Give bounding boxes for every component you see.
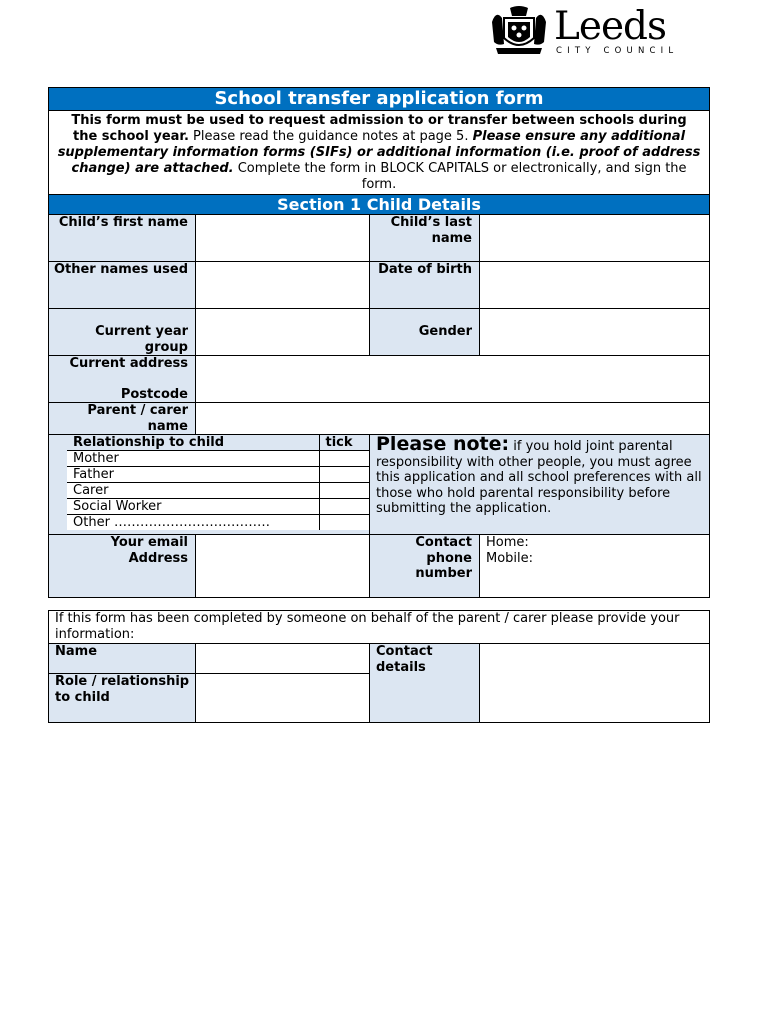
address-label-cell [49,356,196,403]
email-label: Your email Address [49,535,196,598]
first-name-label: Child’s first name [49,215,196,262]
tick-box-social-worker[interactable] [319,499,369,515]
tick-box-father[interactable] [319,467,369,483]
date-of-birth-label: Date of birth [370,262,480,309]
role-field[interactable] [196,674,370,723]
name-field[interactable] [196,644,370,674]
relationship-option: Social Worker [67,499,319,515]
completed-by-intro: If this form has been completed by someone on behalf of the parent / carer please provide your information: [49,611,710,644]
tick-box-carer[interactable] [319,483,369,499]
other-names-field[interactable] [196,262,370,309]
tick-box-mother[interactable] [319,451,369,467]
last-name-field[interactable] [480,215,710,262]
mobile-phone-label: Mobile: [486,550,534,566]
email-field[interactable] [196,535,370,598]
child-details-table [48,87,710,598]
gender-label: Gender [370,309,480,356]
intro-end: Complete the form in BLOCK CAPITALS or electronically, and sign the form. [233,161,687,192]
role-label: Role / relationship to child [49,674,196,723]
parent-carer-field[interactable] [196,403,710,435]
relationship-option: Father [67,467,319,483]
tick-box-other[interactable] [319,515,369,531]
current-address-label: Current address [69,356,188,371]
form-title: School transfer application form [49,88,710,111]
logo-wordmark: Leeds [554,4,667,49]
application-form [48,87,709,598]
please-note-text: if you hold joint parental responsibility with other people, you must agree this application and all school preferences with all those who hold parental responsibility before submitting the application. [376,439,702,516]
contact-phone-label: Contact phone number [370,535,480,598]
contact-details-label: Contact details [370,644,480,723]
postcode-label: Postcode [120,386,188,402]
contact-details-field[interactable] [480,644,710,723]
coat-of-arms-icon [490,4,548,58]
logo-subtitle: CITY COUNCIL [556,46,679,56]
completed-by-section [48,610,709,723]
intro-bold-italic: Please ensure any additional supplementary information forms (SIFs) or additional information (i.e. proof of address change) are attached. [57,129,701,176]
intro-plain: Please read the guidance notes at page 5. [188,129,469,144]
contact-phone-field[interactable] [480,535,710,598]
parent-carer-label: Parent / carer name [49,403,196,435]
other-names-label: Other names used [49,262,196,309]
relationship-header: Relationship to child [67,435,319,451]
year-group-field[interactable] [196,309,370,356]
relationship-table [67,435,369,530]
current-address-field[interactable] [196,356,710,403]
please-note-heading: Please note: [376,433,510,455]
relationship-option: Mother [67,451,319,467]
form-instructions [49,111,710,195]
section-1-header: Section 1 Child Details [49,195,710,215]
name-label: Name [49,644,196,674]
relationship-cell [49,435,370,535]
intro-bold: This form must be used to request admission to or transfer between schools during the school year. [71,113,687,144]
home-phone-label: Home: [486,535,529,550]
relationship-option: Other ……………………………… [67,515,319,531]
tick-header: tick [319,435,369,451]
completed-by-table [48,610,710,723]
please-note-box [370,435,710,535]
relationship-option: Carer [67,483,319,499]
date-of-birth-field[interactable] [480,262,710,309]
gender-field[interactable] [480,309,710,356]
year-group-label: Current year group [49,309,196,356]
last-name-label: Child’s last name [370,215,480,262]
first-name-field[interactable] [196,215,370,262]
